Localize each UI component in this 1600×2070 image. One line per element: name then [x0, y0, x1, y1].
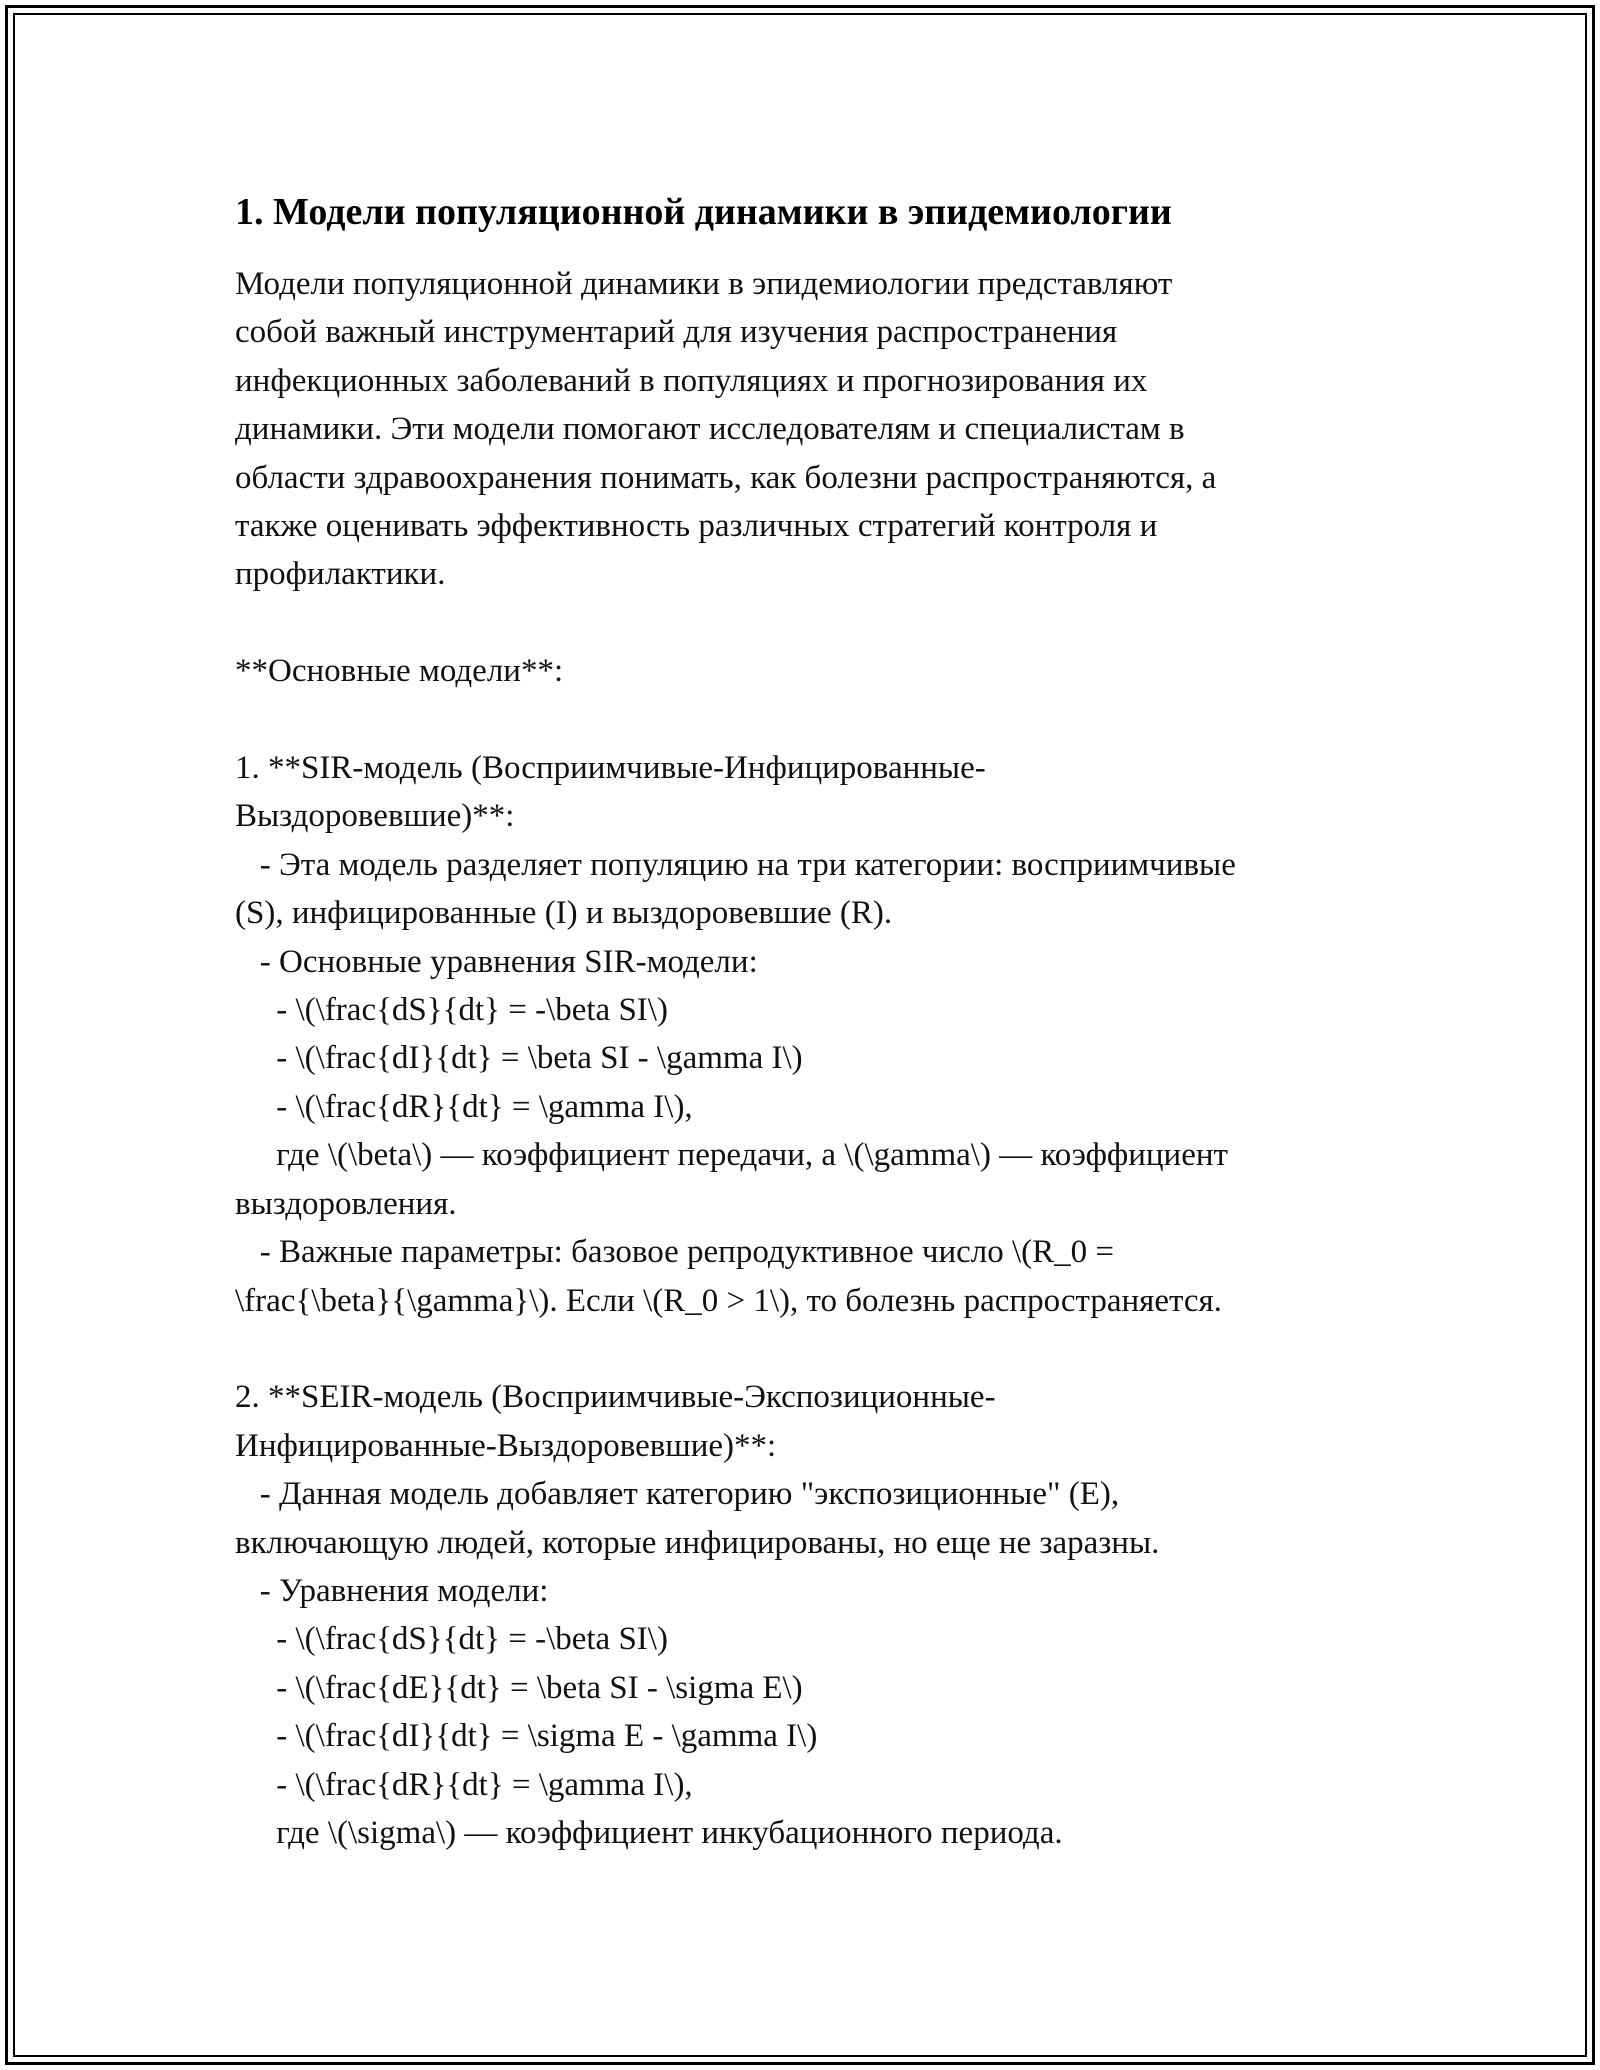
sir-line: (S), инфицированные (I) и выздоровевшие (R). [235, 895, 893, 932]
sir-line: где \(\beta\) — коэффициент передачи, а \(\gamma\) — коэффициент [235, 1137, 1228, 1174]
seir-line: - Данная модель добавляет категорию "экспозиционные" (E), [235, 1476, 1120, 1513]
sir-equation: - \(\frac{dS}{dt} = -\beta SI\) [235, 992, 668, 1029]
seir-equation: - \(\frac{dR}{dt} = \gamma I\), [235, 1766, 693, 1803]
seir-equation: - \(\frac{dE}{dt} = \beta SI - \sigma E\) [235, 1669, 803, 1706]
seir-line: 2. **SEIR-модель (Восприимчивые-Экспозиционные- [235, 1379, 996, 1416]
seir-line: Инфицированные-Выздоровевшие)**: [235, 1427, 777, 1464]
section-title: 1. Модели популяционной динамики в эпидемиологии [235, 191, 1172, 233]
intro-line: области здравоохранения понимать, как болезни распространяются, а [235, 459, 1217, 496]
sir-line: - Основные уравнения SIR-модели: [235, 943, 758, 980]
sir-line: - Важные параметры: базовое репродуктивное число \(R_0 = [235, 1234, 1115, 1271]
intro-line: профилактики. [235, 556, 446, 593]
sir-line: - Эта модель разделяет популяцию на три категории: восприимчивые [235, 846, 1236, 883]
body-text [235, 260, 1365, 1857]
seir-line: включающую людей, которые инфицированы, но еще не заразны. [235, 1524, 1160, 1561]
sir-equation: - \(\frac{dR}{dt} = \gamma I\), [235, 1088, 693, 1125]
intro-line: динамики. Эти модели помогают исследователям и специалистам в [235, 411, 1185, 448]
sir-line: \frac{\beta}{\gamma}\). Если \(R_0 > 1\), то болезнь распространяется. [235, 1282, 1222, 1319]
seir-line: где \(\sigma\) — коэффициент инкубационного периода. [235, 1814, 1063, 1851]
intro-line: собой важный инструментарий для изучения распространения [235, 314, 1118, 351]
intro-line: инфекционных заболеваний в популяциях и прогнозирования их [235, 362, 1148, 399]
intro-line: также оценивать эффективность различных стратегий контроля и [235, 508, 1158, 545]
main-models-heading: **Основные модели**: [235, 653, 564, 690]
seir-equation: - \(\frac{dI}{dt} = \sigma E - \gamma I\) [235, 1718, 818, 1755]
blank-line [235, 599, 1365, 647]
sir-equation: - \(\frac{dI}{dt} = \beta SI - \gamma I\) [235, 1040, 803, 1077]
sir-line: выздоровления. [235, 1185, 457, 1222]
blank-line [235, 1325, 1365, 1373]
sir-line: 1. **SIR-модель (Восприимчивые-Инфицированные- [235, 750, 986, 787]
seir-equation: - \(\frac{dS}{dt} = -\beta SI\) [235, 1621, 668, 1658]
seir-line: - Уравнения модели: [235, 1572, 549, 1609]
intro-line: Модели популяционной динамики в эпидемиологии представляют [235, 266, 1173, 302]
sir-line: Выздоровевшие)**: [235, 798, 515, 835]
document-body [235, 186, 1365, 1857]
blank-line [235, 696, 1365, 744]
